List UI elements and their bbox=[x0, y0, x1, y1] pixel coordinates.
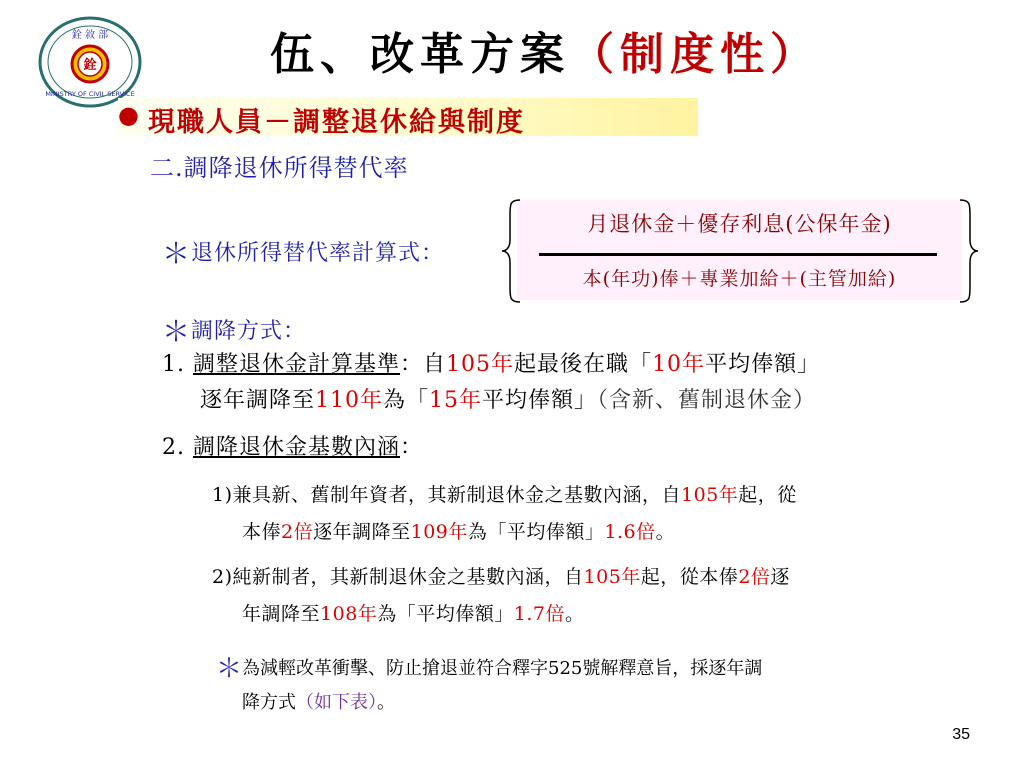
item1-highlight: 10年 bbox=[652, 352, 706, 377]
asterisk-icon: ＊ bbox=[216, 654, 243, 684]
item2-colon: ： bbox=[400, 435, 424, 460]
section-banner bbox=[118, 98, 698, 136]
subitem2-text: 逐 bbox=[770, 566, 790, 588]
subitem1-num: 1) bbox=[212, 484, 233, 506]
subitem2-highlight: 105年 bbox=[583, 566, 641, 588]
subitem1-line2 bbox=[242, 517, 675, 544]
bullet-icon: ● bbox=[118, 101, 139, 129]
logo-ring-text: MINISTRY OF CIVIL SERVICE bbox=[45, 90, 135, 98]
note-text: 為減輕改革衝擊、防止搶退並符合釋字525號解釋意旨，採逐年調 bbox=[242, 658, 763, 679]
slide-title bbox=[270, 18, 820, 82]
item1-note: （含新、舊制退休金） bbox=[597, 388, 817, 413]
item1-text: 平均俸額」 bbox=[705, 352, 821, 377]
item2-num: 2. bbox=[162, 435, 185, 460]
subitem1-highlight: 2倍 bbox=[281, 521, 314, 543]
note-table-ref: （如下表） bbox=[296, 692, 377, 713]
item1-heading: 調整退休金計算基準 bbox=[193, 352, 401, 377]
section-subtitle: 二.調降退休所得替代率 bbox=[150, 154, 409, 182]
asterisk-icon: ＊ bbox=[162, 237, 192, 270]
item1-highlight: 110年 bbox=[315, 388, 384, 413]
asterisk-icon: ＊ bbox=[162, 315, 192, 348]
subitem1-highlight: 105年 bbox=[681, 484, 739, 506]
subitem2-text: 起，從本俸 bbox=[640, 566, 739, 588]
logo-top-text: 銓 敘 部 bbox=[71, 30, 109, 41]
title-main: 伍、改革方案 bbox=[270, 29, 570, 80]
subitem1-highlight: 1.6倍 bbox=[604, 521, 656, 543]
subitem2-line1 bbox=[212, 562, 790, 589]
item2-heading: 調降退休金基數內涵 bbox=[193, 435, 401, 460]
item1-colon: ： bbox=[400, 352, 424, 377]
subitem2-text: 純新制者，其新制退休金之基數內涵，自 bbox=[232, 566, 584, 588]
item1-line2 bbox=[200, 383, 816, 414]
note-line2 bbox=[242, 688, 395, 714]
subitem1-text: 本俸 bbox=[242, 521, 282, 543]
subitem1-line1 bbox=[212, 480, 797, 507]
ministry-logo bbox=[34, 14, 146, 110]
subitem2-highlight: 108年 bbox=[320, 603, 378, 625]
item1-text: 起最後在職「 bbox=[514, 352, 653, 377]
item1-text: 平均俸額」 bbox=[482, 388, 598, 413]
subitem1-text: 為「平均俸額」 bbox=[467, 521, 605, 543]
note-line1 bbox=[216, 648, 762, 685]
item1-line1 bbox=[162, 347, 820, 378]
subitem1-text: 兼具新、舊制年資者，其新制退休金之基數內涵，自 bbox=[232, 484, 682, 506]
item1-text: 自 bbox=[423, 352, 447, 377]
page-number: 35 bbox=[952, 726, 970, 743]
formula-label-text: 退休所得替代率計算式： bbox=[191, 241, 445, 266]
note-text: 降方式 bbox=[242, 692, 296, 713]
subitem1-highlight: 109年 bbox=[410, 521, 468, 543]
banner-text: 現職人員－調整退休給與制度 bbox=[148, 107, 525, 138]
method-label-text: 調降方式： bbox=[191, 319, 307, 344]
item1-num: 1. bbox=[162, 352, 185, 377]
method-label bbox=[162, 310, 306, 350]
item1-text: 逐年調降至 bbox=[200, 388, 316, 413]
subitem1-text: 起，從 bbox=[738, 484, 797, 506]
title-paren: （制度性） bbox=[570, 29, 820, 80]
subitem2-line2 bbox=[242, 599, 585, 626]
item1-text: 為「 bbox=[383, 388, 430, 413]
formula-numerator: 月退休金＋優存利息(公保年金) bbox=[587, 212, 892, 236]
subitem2-highlight: 2倍 bbox=[738, 566, 771, 588]
note-text: 。 bbox=[377, 692, 395, 713]
item1-highlight: 105年 bbox=[446, 352, 515, 377]
formula-label bbox=[162, 232, 444, 272]
subitem2-text: 為「平均俸額」 bbox=[377, 603, 514, 625]
item1-highlight: 15年 bbox=[429, 388, 483, 413]
logo-center-char: 銓 bbox=[83, 58, 97, 73]
subitem1-text: 逐年調降至 bbox=[313, 521, 411, 543]
formula-denominator: 本(年功)俸＋專業加給＋(主管加給) bbox=[582, 268, 897, 290]
subitem2-highlight: 1.7倍 bbox=[513, 603, 566, 625]
subitem2-text: 年調降至 bbox=[242, 603, 321, 625]
subitem2-text: 。 bbox=[565, 603, 585, 625]
subitem1-text: 。 bbox=[655, 521, 676, 543]
formula-braces bbox=[500, 196, 980, 306]
item2-line bbox=[162, 430, 423, 461]
subitem2-num: 2) bbox=[212, 566, 233, 588]
